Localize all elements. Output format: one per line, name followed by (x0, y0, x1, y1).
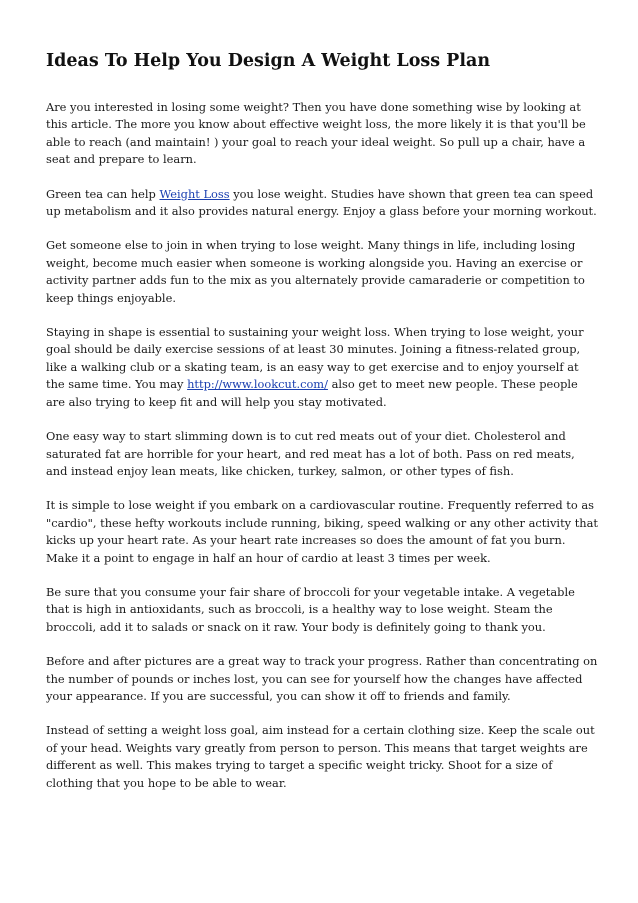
paragraph-cardio: It is simple to lose weight if you embark on a cardiovascular routine. Frequently referred to as "cardio", these hefty workouts include running, biking, speed walking or any other activity that kicks up your heart rate. As your heart rate increases so does the amount of fat you burn. Make it a point to engage in half an hour of cardio at least 3 times per week. (46, 498, 598, 565)
document-title: Ideas To Help You Design A Weight Loss Plan (46, 51, 491, 71)
paragraph-text: you lose weight. Studies have shown that green tea can speed up metabolism and it also provides natural energy. Enjoy a glass before your morning workout. (46, 186, 597, 219)
paragraph-clothing-size: Instead of setting a weight loss goal, aim instead for a certain clothing size. Keep the scale out of your head. Weights vary greatly from person to person. This means that target weights are different as well. This makes trying to target a specific weight tricky. Shoot for a size of clothing that you hope to be able to wear. (46, 723, 595, 790)
paragraph-text: Green tea can help (46, 186, 160, 201)
paragraph-exercise (46, 324, 598, 411)
paragraph-text: Staying in shape is essential to sustaining your weight loss. When trying to lose weight, your goal should be daily exercise sessions of at least 30 minutes. Joining a fitness-related group, like a walking club or a skating team, is an easy way to get exercise and to enjoy yourself at the same time. You may (46, 325, 584, 392)
paragraph-green-tea (46, 186, 598, 221)
document-page (46, 50, 598, 809)
paragraph-red-meat: One easy way to start slimming down is to cut red meats out of your diet. Cholesterol and saturated fat are horrible for your heart, and red meat has a lot of both. Pass on red meats, and instead enjoy lean meats, like chicken, turkey, salmon, or other types of fish. (46, 429, 575, 478)
paragraph-broccoli: Be sure that you consume your fair share of broccoli for your vegetable intake. A vegetable that is high in antioxidants, such as broccoli, is a healthy way to lose weight. Steam the broccoli, add it to salads or snack on it raw. Your body is definitely going to thank you. (46, 584, 575, 634)
weight-loss-link[interactable]: Weight Loss (159, 186, 230, 201)
lookcut-link[interactable]: http://www.lookcut.com/ (187, 377, 328, 392)
paragraph-text: also get to meet new people. These people are also trying to keep fit and will help you stay motivated. (46, 377, 578, 409)
paragraph-intro: Are you interested in losing some weight? Then you have done something wise by looking at this article. The more you know about effective weight loss, the more likely it is that you'll be able to reach (and maintain! ) your goal to reach your ideal weight. So pull up a chair, have a seat and prepare to learn. (46, 100, 586, 167)
paragraph-pictures: Before and after pictures are a great way to track your progress. Rather than concentrating on the number of pounds or inches lost, you can see for yourself how the changes have affected your appearance. If you are successful, you can show it off to friends and family. (46, 654, 598, 703)
paragraph-partner: Get someone else to join in when trying to lose weight. Many things in life, including losing weight, become much easier when someone is working alongside you. Having an exercise or activity partner adds fun to the mix as you alternately provide camaraderie or competition to keep things enjoyable. (46, 238, 585, 305)
